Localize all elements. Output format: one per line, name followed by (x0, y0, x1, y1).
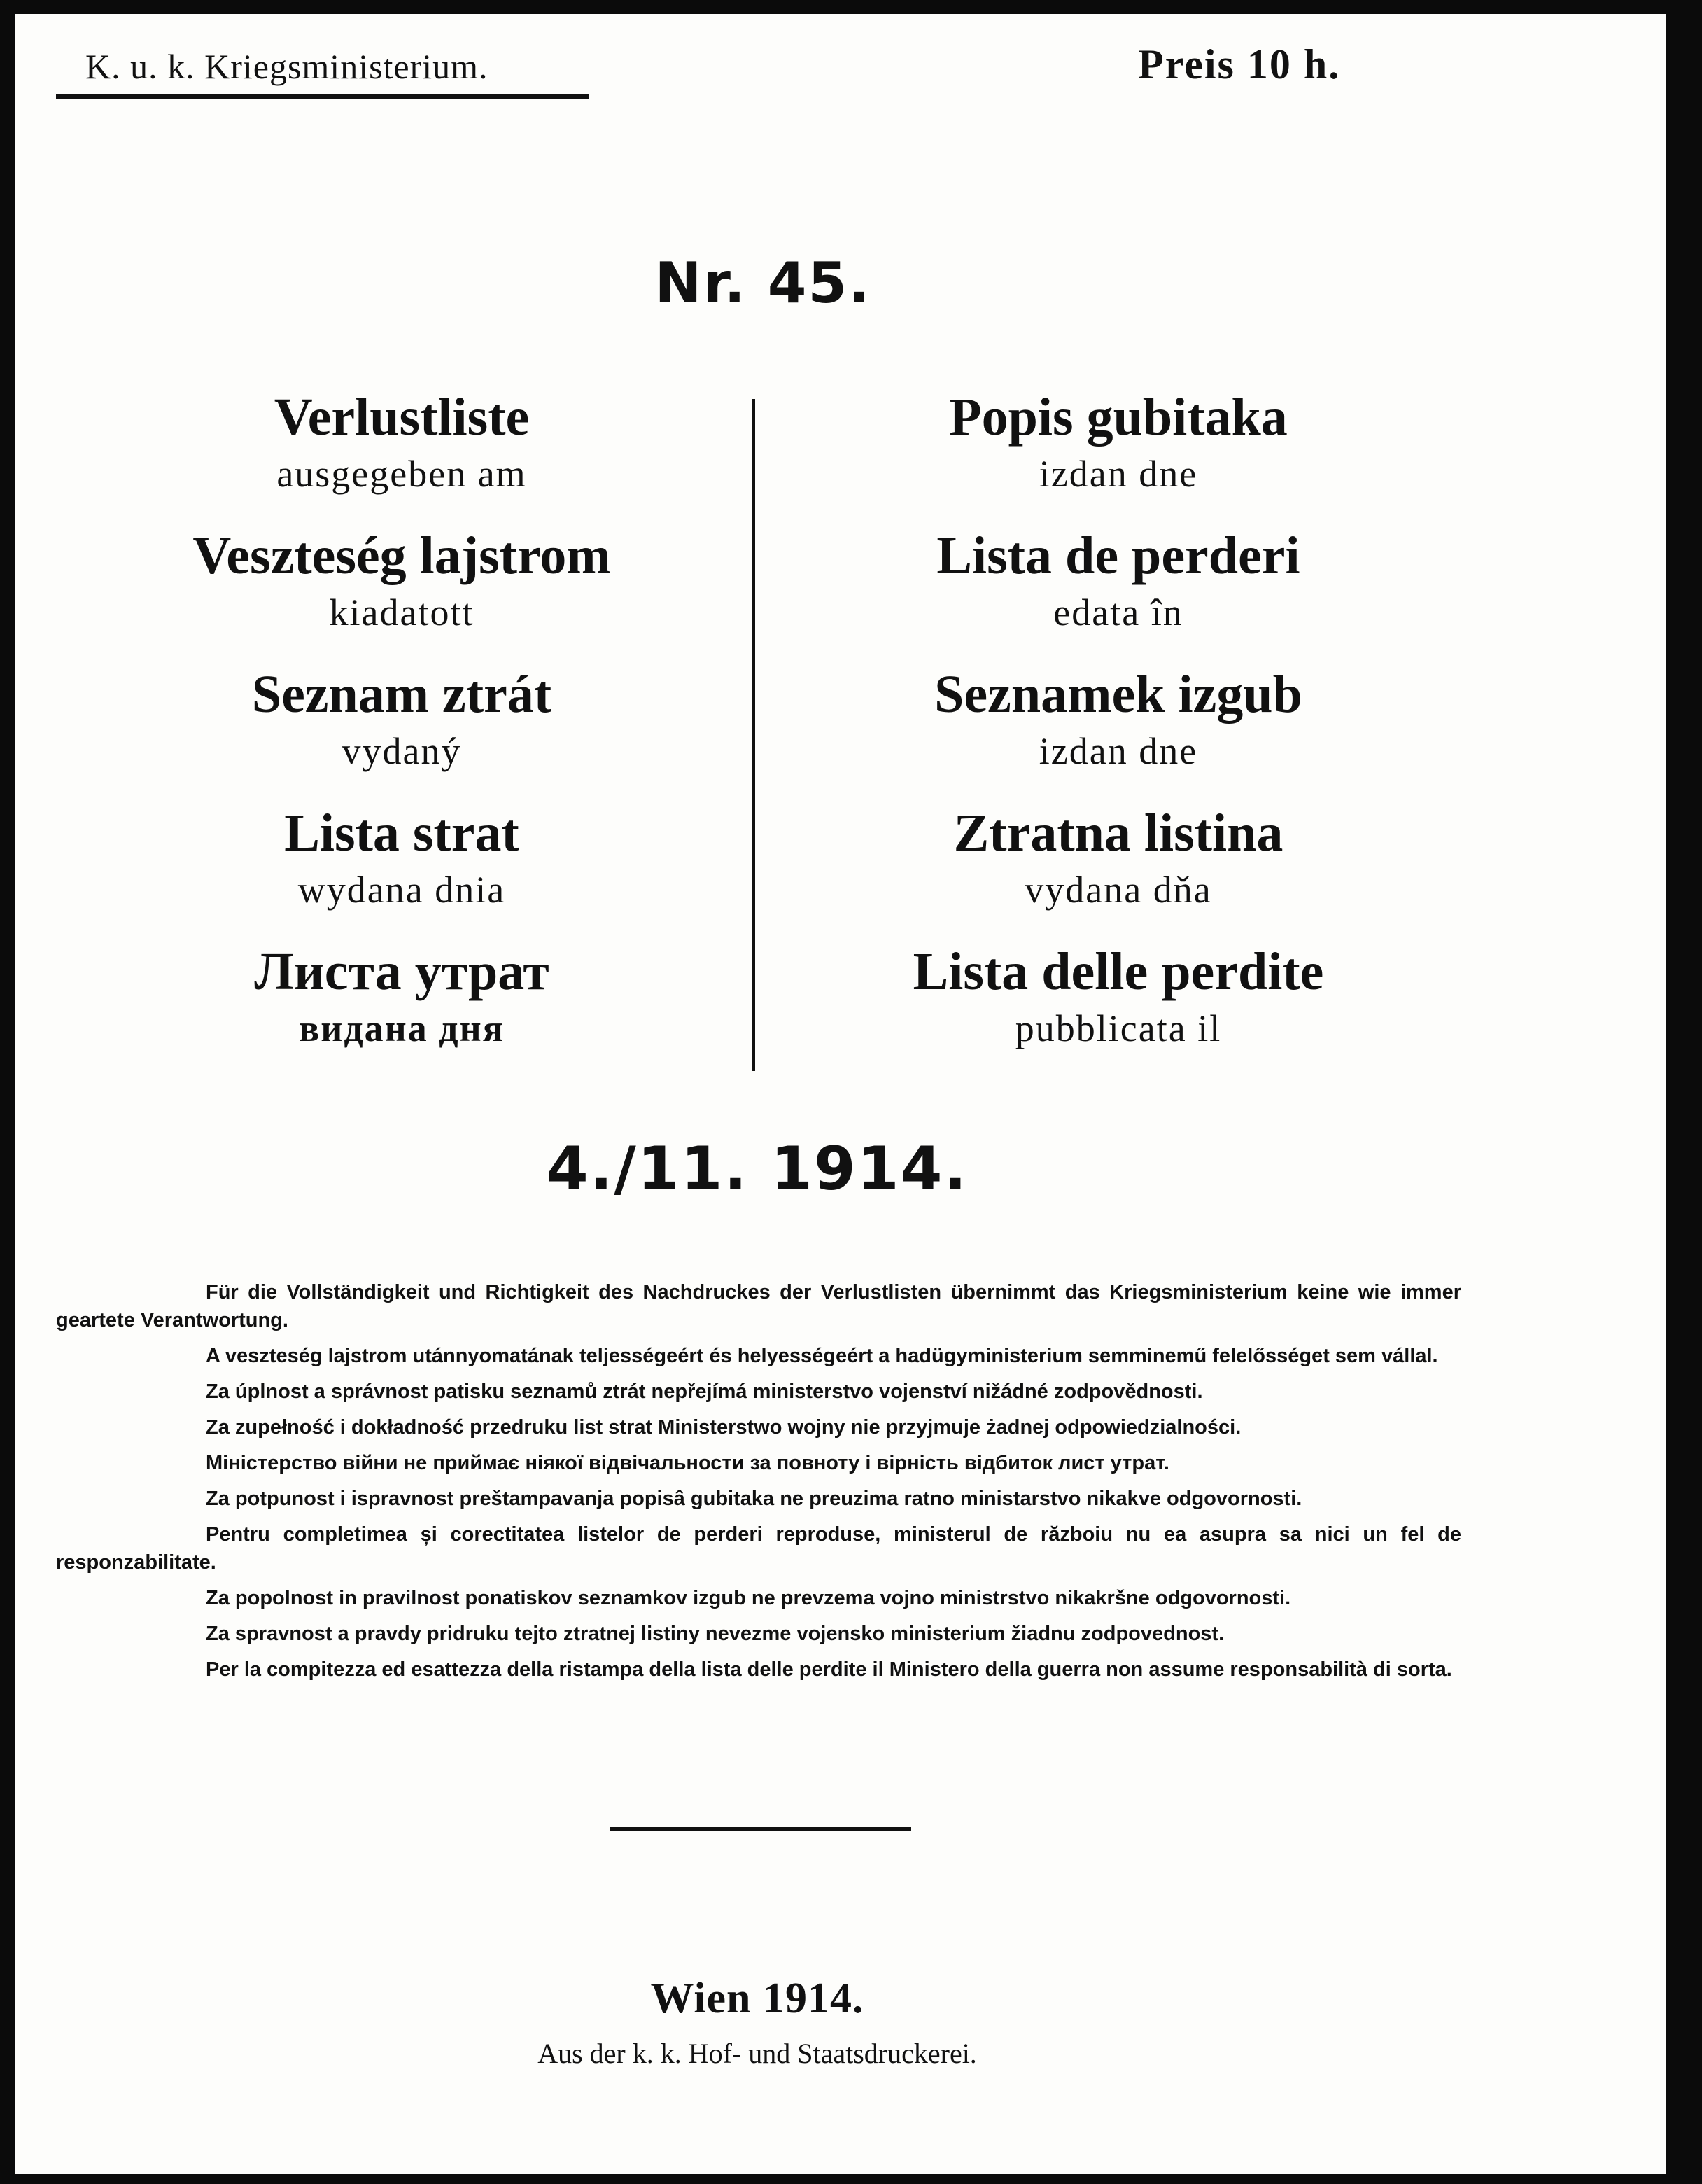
disclaimer-german: Für die Vollständigkeit und Richtigkeit des Nachdruckes der Verlustlisten übernimmt das Kriegsministerium keine wie immer geartete Verantwortung. (56, 1281, 1461, 1331)
title-block-german (66, 384, 738, 522)
title-block-slovak (782, 799, 1454, 938)
imprint-city-year: Wien 1914. (650, 1975, 864, 2022)
publisher-heading: K. u. k. Kriegsministerium. (85, 47, 488, 86)
column-divider (752, 399, 755, 1071)
title-main: Seznam ztrát (251, 665, 552, 724)
disclaimer-section (56, 1278, 1461, 1691)
title-main: Ztratna listina (953, 804, 1283, 862)
title-block-italian (782, 938, 1454, 1077)
disclaimer-hungarian: A veszteség lajstrom utánnyomatának teljességeért és helyességeért a hadügyministerium semminemű felelősséget sem vállal. (206, 1345, 1438, 1367)
imprint-printer: Aus der k. k. Hof- und Staatsdruckerei. (537, 2038, 977, 2069)
title-block-slovene (782, 661, 1454, 799)
disclaimer-italian: Per la compitezza ed esattezza della ristampa della lista delle perdite il Ministero della guerra non assume responsabilità di sorta. (206, 1658, 1452, 1681)
issue-number: Nr. 45. (654, 251, 871, 316)
title-block-czech (66, 661, 738, 799)
title-block-ruthenian (66, 938, 738, 1077)
title-main: Verlustliste (274, 388, 530, 447)
title-main: Lista delle perdite (913, 942, 1324, 1001)
title-subtitle: видана дня (299, 1007, 505, 1049)
title-main: Veszteség lajstrom (192, 526, 611, 585)
footer-divider (610, 1827, 911, 1831)
title-subtitle: wydana dnia (297, 869, 506, 911)
issue-date: 4./11. 1914. (546, 1134, 969, 1204)
title-subtitle: pubblicata il (1015, 1007, 1222, 1049)
header-underline (56, 94, 589, 99)
scan-edge-right (1666, 0, 1702, 2184)
title-subtitle: kiadatott (329, 592, 474, 634)
title-main: Lista strat (284, 804, 519, 862)
title-main: Popis gubitaka (949, 388, 1288, 447)
scan-edge-left (0, 0, 15, 2184)
scan-edge-bottom (0, 2174, 1702, 2184)
title-main: Lista de perderi (936, 526, 1300, 585)
title-block-polish (66, 799, 738, 938)
price-label: Preis 10 h. (1138, 41, 1341, 88)
title-subtitle: vydaný (342, 730, 462, 772)
title-subtitle: vydana dňa (1025, 869, 1212, 911)
disclaimer-croatian: Za potpunost i ispravnost preštampavanja popisâ gubitaka ne preuzima ratno ministarstvo nikakve odgovornosti. (206, 1488, 1302, 1510)
title-subtitle: izdan dne (1039, 730, 1198, 772)
disclaimer-romanian: Pentru completimea și corectitatea listelor de perderi reproduse, ministerul de războiu nu ea asupra sa nici un fel de responzabilitate. (56, 1523, 1461, 1574)
disclaimer-slovak: Za spravnost a pravdy pridruku tejto ztratnej listiny nevezme vojensko ministerium žiadnu zodpovednost. (206, 1623, 1225, 1645)
disclaimer-slovene: Za popolnost in pravilnost ponatiskov seznamkov izgub ne prevzema vojno ministrstvo nikakršne odgovornosti. (206, 1587, 1291, 1609)
disclaimer-czech: Za úplnost a správnost patisku seznamů ztrát nepřejímá ministerstvo vojenství nižádné zodpovědnosti. (206, 1380, 1203, 1403)
title-subtitle: izdan dne (1039, 453, 1198, 495)
titles-right-column (782, 384, 1454, 1077)
title-subtitle: ausgegeben am (276, 453, 527, 495)
disclaimer-polish: Za zupełność i dokładność przedruku list strat Ministerstwo wojny nie przyjmuje żadnej odpowiedzialności. (206, 1416, 1242, 1438)
title-main: Seznamek izgub (934, 665, 1302, 724)
disclaimer-ruthenian: Міністерство війни не приймає ніякої відвічальности за повноту і вірність відбиток лист утрат. (206, 1452, 1169, 1474)
title-block-croatian (782, 384, 1454, 522)
titles-left-column (66, 384, 738, 1077)
title-subtitle: edata în (1053, 592, 1183, 634)
title-block-romanian (782, 522, 1454, 661)
title-main: Листа утрат (254, 942, 549, 1001)
title-block-hungarian (66, 522, 738, 661)
scan-edge-top (0, 0, 1702, 14)
